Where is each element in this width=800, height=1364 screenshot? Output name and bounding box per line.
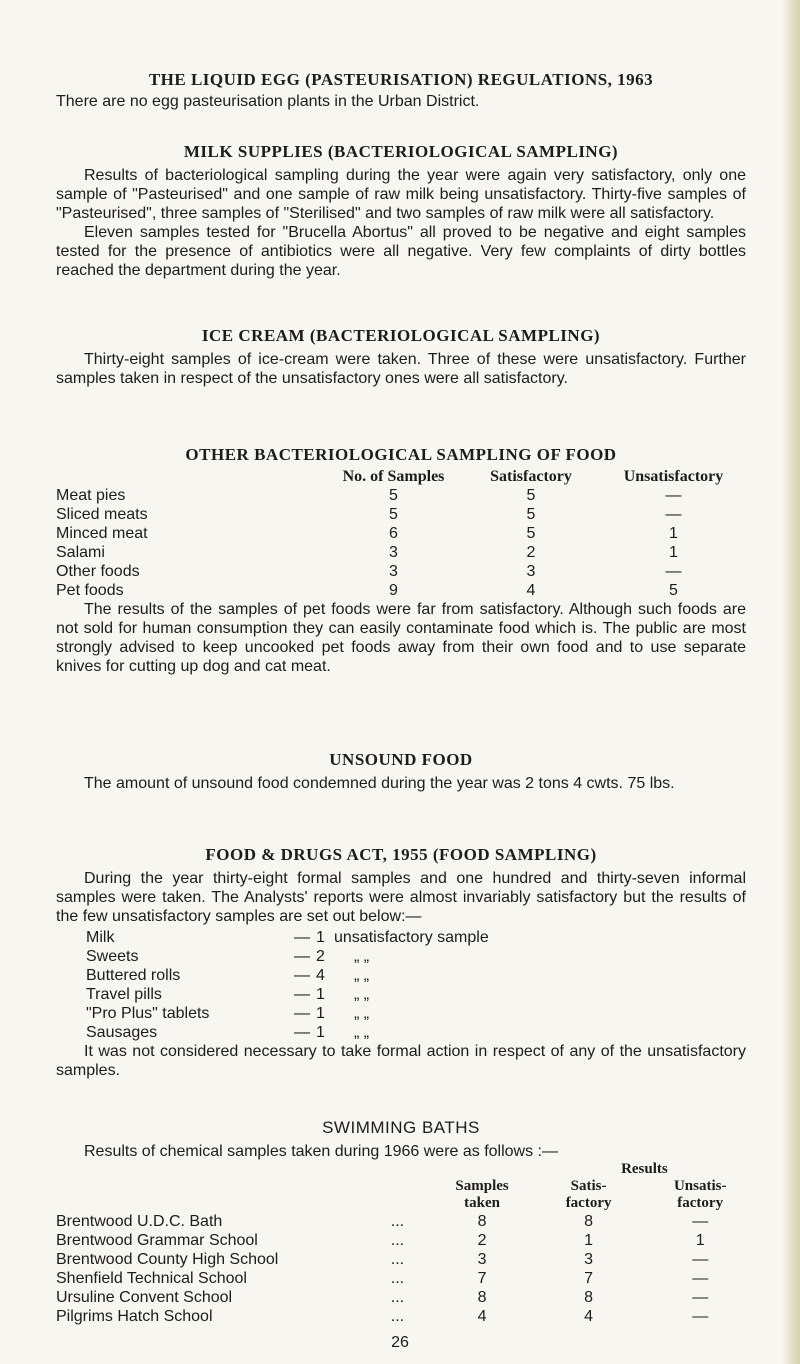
satisfactory-count: 2 (526, 544, 536, 561)
milk-paragraph-2: Eleven samples tested for "Brucella Abortus" all proved to be negative and eight samples tested for the presence of antibiotics were all negative. Very few complaints of dirty bottles reached the department during the year. (56, 224, 746, 279)
col-samples-header: No. of Samples (342, 468, 445, 485)
samples-count: 9 (389, 582, 398, 599)
ice-cream-paragraph: Thirty-eight samples of ice-cream were taken. Three of these were unsatisfactory. Further samples taken in respect of the unsatisfactory ones were all satisfactory. (56, 351, 746, 387)
leader-dots: ... (390, 1308, 405, 1325)
satisfactory-count: 8 (584, 1213, 594, 1230)
table-row (56, 581, 746, 600)
col-samples-line-2: taken (464, 1195, 500, 1211)
swimming-section (56, 1118, 746, 1326)
sample-count: 1 (316, 929, 325, 946)
table-row (56, 1269, 756, 1288)
unsatisfactory-count: 5 (669, 582, 678, 599)
col-unsatisfactory-header: Unsatisfactory (623, 468, 724, 485)
sample-count: 1 (316, 986, 325, 1003)
food-item: Minced meat (56, 525, 148, 542)
unsatisfactory-count: — (692, 1251, 709, 1268)
samples-count: 3 (389, 544, 398, 561)
sample-description: „ „ (354, 1024, 370, 1041)
samples-taken: 2 (477, 1232, 487, 1249)
bath-place: Ursuline Convent School (56, 1289, 233, 1306)
unsatisfactory-count: 1 (669, 544, 678, 561)
bath-place: Pilgrims Hatch School (56, 1308, 213, 1325)
page-edge-shadow (782, 0, 800, 1364)
sample-count: 1 (316, 1005, 325, 1022)
table-row (56, 1231, 756, 1250)
unsound-food-section (56, 750, 746, 793)
table-row (56, 1212, 756, 1231)
unsatisfactory-count: — (665, 563, 682, 580)
liquid-egg-section (56, 70, 746, 111)
list-item (86, 1023, 489, 1042)
sample-dash: — (294, 967, 310, 984)
leader-dots: ... (390, 1232, 405, 1249)
samples-count: 6 (389, 525, 398, 542)
samples-taken: 7 (477, 1270, 487, 1287)
sample-dash: — (294, 948, 310, 965)
samples-taken: 3 (477, 1251, 487, 1268)
unsatisfactory-count: — (665, 506, 682, 523)
unsatisfactory-count: — (692, 1213, 709, 1230)
sample-item: Milk (86, 929, 115, 946)
food-item: Pet foods (56, 582, 124, 599)
leader-dots: ... (390, 1251, 405, 1268)
leader-dots: ... (390, 1213, 405, 1230)
table-row (56, 486, 746, 505)
sample-count: 1 (316, 1024, 325, 1041)
sample-item: Sausages (86, 1024, 158, 1041)
sample-item: Buttered rolls (86, 967, 181, 984)
satisfactory-count: 7 (584, 1270, 594, 1287)
liquid-egg-heading: THE LIQUID EGG (PASTEURISATION) REGULATIONS, 1963 (148, 70, 654, 89)
ice-cream-section (56, 326, 746, 388)
leader-dots: ... (390, 1270, 405, 1287)
sample-dash: — (294, 929, 310, 946)
satisfactory-count: 5 (526, 525, 536, 542)
food-drugs-paragraph-1: During the year thirty-eight formal samples and one hundred and thirty-seven informal samples were taken. The Analysts' reports were almost invariably satisfactory but the results of the few unsatisfactory samples are set out below:— (56, 870, 746, 925)
leader-dots: ... (390, 1289, 405, 1306)
list-item (86, 947, 489, 966)
milk-paragraph-1: Results of bacteriological sampling during the year were again very satisfactory, only one sample of "Pasteurised" and one sample of raw milk being unsatisfactory. Thirty-five samples of "Pasteurised", three samples of "Sterilised" and two samples of raw milk were all satisfactory. (56, 167, 746, 222)
unsatisfactory-count: 1 (669, 525, 678, 542)
liquid-egg-text: There are no egg pasteurisation plants in the Urban District. (56, 93, 480, 110)
col-samples-line-1: Samples (455, 1178, 509, 1194)
sample-description: „ „ (354, 1005, 370, 1022)
bath-place: Brentwood County High School (56, 1251, 279, 1268)
bath-place: Brentwood Grammar School (56, 1232, 258, 1249)
col-unsatisfactory-header (644, 1178, 756, 1212)
other-food-table (56, 467, 746, 600)
col-unsat-line-1: Unsatis- (673, 1178, 727, 1194)
list-item (86, 966, 489, 985)
table-row (56, 1250, 756, 1269)
samples-taken: 8 (477, 1289, 487, 1306)
col-sat-line-2: factory (565, 1195, 612, 1211)
unsatisfactory-samples-table (86, 928, 489, 1042)
sample-count: 4 (316, 967, 325, 984)
sample-description: „ „ (354, 967, 370, 984)
col-satisfactory-header (533, 1178, 645, 1212)
table-row (56, 505, 746, 524)
unsatisfactory-count: 1 (695, 1232, 705, 1249)
satisfactory-count: 1 (584, 1232, 594, 1249)
sample-item: "Pro Plus" tablets (86, 1005, 210, 1022)
col-satisfactory-header: Satisfactory (490, 468, 572, 485)
bath-place: Shenfield Technical School (56, 1270, 247, 1287)
swimming-table (56, 1161, 756, 1326)
milk-section (56, 142, 746, 280)
samples-count: 5 (389, 487, 398, 504)
table-row (56, 543, 746, 562)
table-row (56, 524, 746, 543)
ice-cream-heading: ICE CREAM (BACTERIOLOGICAL SAMPLING) (201, 326, 601, 345)
food-drugs-paragraph-2: It was not considered necessary to take formal action in respect of any of the unsatisfactory samples. (56, 1043, 746, 1079)
sample-dash: — (294, 986, 310, 1003)
unsatisfactory-count: — (692, 1308, 709, 1325)
sample-dash: — (294, 1024, 310, 1041)
col-samples-taken-header (431, 1178, 532, 1212)
sample-description: „ „ (354, 948, 370, 965)
swimming-heading: SWIMMING BATHS (322, 1118, 480, 1137)
satisfactory-count: 4 (526, 582, 536, 599)
unsound-food-heading: UNSOUND FOOD (329, 750, 473, 769)
sample-item: Travel pills (86, 986, 162, 1003)
satisfactory-count: 5 (526, 487, 536, 504)
food-item: Sliced meats (56, 506, 148, 523)
satisfactory-count: 3 (526, 563, 536, 580)
table-row (56, 1307, 756, 1326)
satisfactory-count: 5 (526, 506, 536, 523)
food-item: Salami (56, 544, 105, 561)
other-food-section (56, 445, 746, 676)
pet-food-paragraph: The results of the samples of pet foods were far from satisfactory. Although such foods are not sold for human consumption they can easily contaminate food which is. The public are most strongly advised to keep uncooked pet foods away from their own food and to use separate knives for cutting up dog and cat meat. (56, 601, 746, 675)
table-row (56, 562, 746, 581)
milk-heading: MILK SUPPLIES (BACTERIOLOGICAL SAMPLING) (183, 142, 619, 161)
samples-count: 3 (389, 563, 398, 580)
sample-description: unsatisfactory sample (334, 929, 489, 946)
page-number: 26 (391, 1334, 409, 1351)
sample-item: Sweets (86, 948, 139, 965)
list-item (86, 928, 489, 947)
swimming-intro: Results of chemical samples taken during 1966 were as follows :— (84, 1143, 558, 1160)
other-food-heading: OTHER BACTERIOLOGICAL SAMPLING OF FOOD (185, 445, 617, 464)
col-sat-line-1: Satis- (570, 1178, 607, 1194)
table-row (56, 1288, 756, 1307)
food-item: Other foods (56, 563, 140, 580)
samples-count: 5 (389, 506, 398, 523)
sample-description: „ „ (354, 986, 370, 1003)
samples-taken: 8 (477, 1213, 487, 1230)
food-item: Meat pies (56, 487, 126, 504)
list-item (86, 985, 489, 1004)
results-label: Results (621, 1161, 668, 1177)
list-item (86, 1004, 489, 1023)
bath-place: Brentwood U.D.C. Bath (56, 1213, 223, 1230)
sample-count: 2 (316, 948, 325, 965)
satisfactory-count: 3 (584, 1251, 594, 1268)
food-drugs-section (56, 845, 746, 1080)
unsatisfactory-count: — (692, 1289, 709, 1306)
unsatisfactory-count: — (665, 487, 682, 504)
satisfactory-count: 8 (584, 1289, 594, 1306)
samples-taken: 4 (477, 1308, 487, 1325)
food-drugs-heading: FOOD & DRUGS ACT, 1955 (FOOD SAMPLING) (205, 845, 597, 864)
unsatisfactory-count: — (692, 1270, 709, 1287)
unsound-food-paragraph: The amount of unsound food condemned during the year was 2 tons 4 cwts. 75 lbs. (84, 775, 675, 792)
sample-dash: — (294, 1005, 310, 1022)
satisfactory-count: 4 (584, 1308, 594, 1325)
col-unsat-line-2: factory (677, 1195, 724, 1211)
